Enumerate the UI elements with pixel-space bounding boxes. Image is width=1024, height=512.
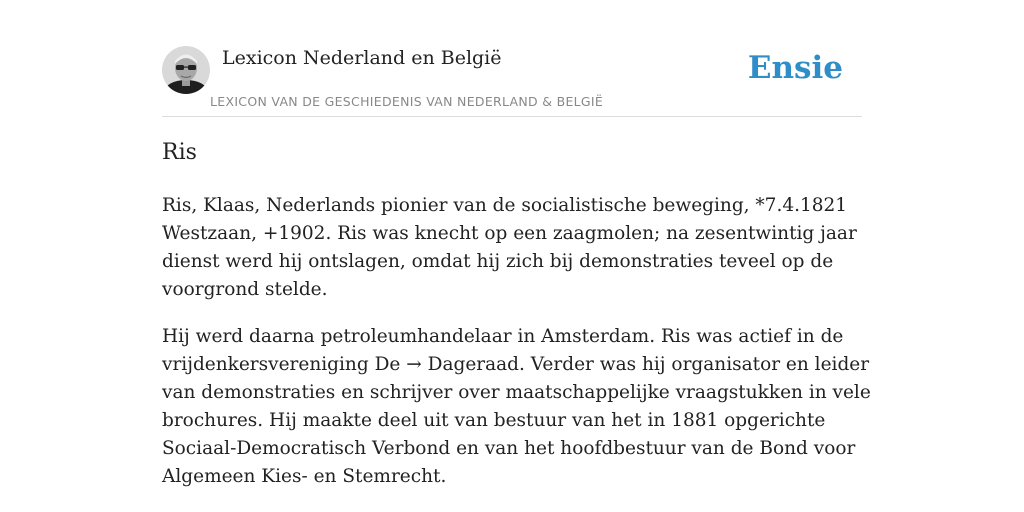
- article-body: [162, 192, 872, 510]
- author-portrait-icon: [162, 46, 210, 94]
- article-paragraph-1: Ris, Klaas, Nederlands pionier van de socialistische beweging, *7.4.1821 Westzaan, +1902. Ris was knecht op een zaagmolen; na zesentwintig jaar dienst werd hij ontslagen, omdat hij zich bij demonstraties teveel op de voorgrond stelde.: [162, 195, 857, 300]
- site-name-link[interactable]: Lexicon Nederland en België: [222, 47, 502, 69]
- ensie-logo[interactable]: Ensie: [747, 50, 843, 86]
- author-avatar[interactable]: [162, 46, 210, 94]
- page-header: [162, 44, 862, 117]
- site-subtitle: LEXICON VAN DE GESCHIEDENIS VAN NEDERLAND & BELGIË: [210, 94, 604, 109]
- article-paragraph-2: Hij werd daarna petroleumhandelaar in Amsterdam. Ris was actief in de vrijdenkersvereniging De → Dageraad. Verder was hij organisator en leider van demonstraties en schrijver over maatschappelijke vraagstukken in vele brochures. Hij maakte deel uit van bestuur van het in 1881 opgerichte Sociaal-Democratisch Verbond en van het hoofdbestuur van de Bond voor Algemeen Kies- en Stemrecht.: [162, 326, 871, 487]
- page-title: Ris: [162, 140, 197, 165]
